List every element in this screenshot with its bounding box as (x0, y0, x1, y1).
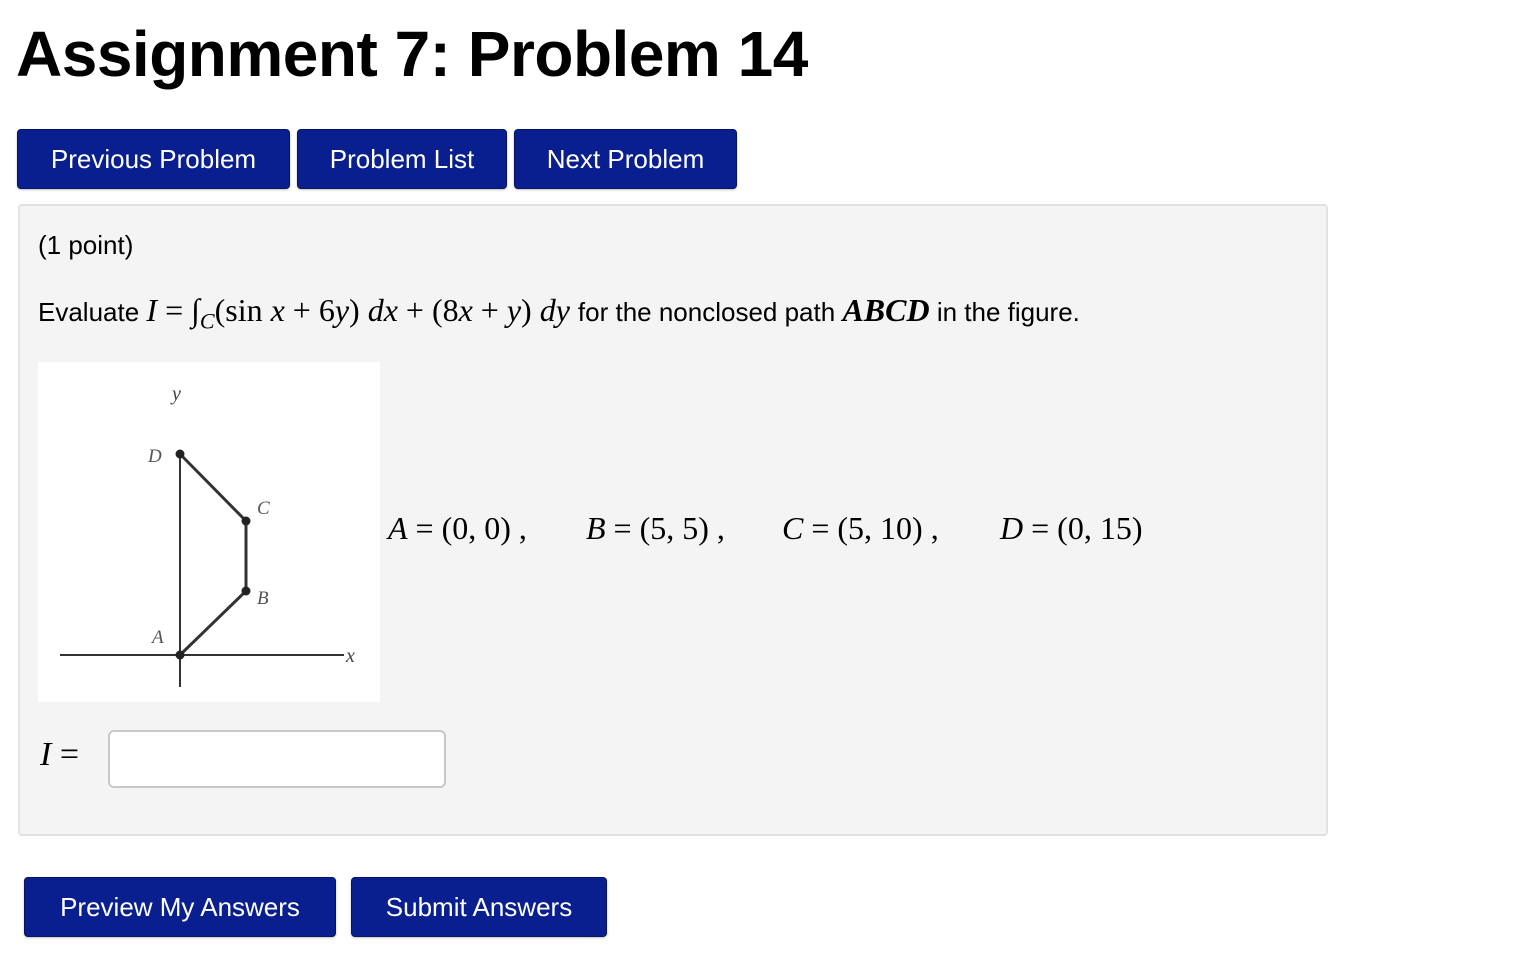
point-b-name: B (586, 510, 606, 546)
var-y2: y (506, 292, 522, 328)
next-problem-button[interactable] (514, 129, 737, 189)
label-y: y (172, 383, 181, 405)
integrand-part-1: (sin (214, 292, 263, 328)
preview-answers-button[interactable] (24, 877, 336, 937)
page-title: Assignment 7: Problem 14 (16, 18, 808, 90)
paren-close-2: ) (521, 292, 532, 328)
point-d-coords (1000, 510, 1142, 547)
var-x2: x (458, 292, 473, 328)
point-a-dot (176, 651, 185, 660)
point-b-dot (242, 587, 251, 596)
problem-list-button[interactable] (297, 129, 507, 189)
previous-problem-button[interactable] (17, 129, 290, 189)
answer-equals: = (59, 736, 80, 773)
end-text: in the figure. (936, 297, 1080, 327)
integrand-plus-3: + (480, 292, 499, 328)
point-a-coords (388, 510, 527, 547)
point-b-value: = (5, 5) , (613, 510, 725, 546)
submit-answers-button[interactable] (351, 877, 607, 937)
point-c-coords (782, 510, 939, 547)
for-path-text: for the nonclosed path (577, 297, 836, 327)
label-a: A (152, 627, 164, 648)
path-diagram (38, 362, 380, 702)
integral-subscript: C (199, 308, 215, 334)
point-c-value: = (5, 10) , (811, 510, 939, 546)
point-a-value: = (0, 0) , (415, 510, 527, 546)
var-y1: y (334, 292, 350, 328)
dy-term: dy (539, 292, 570, 328)
integral-var: I (146, 292, 158, 328)
answer-input[interactable] (108, 730, 446, 788)
path-figure (38, 362, 380, 702)
integral-sign: ∫ (191, 292, 200, 328)
submit-answers-label: Submit Answers (385, 891, 573, 922)
paren-close-1: ) (349, 292, 360, 328)
problem-statement (38, 292, 1080, 334)
point-c-dot (242, 517, 251, 526)
label-d: D (148, 446, 162, 467)
previous-problem-label: Previous Problem (50, 143, 257, 174)
point-a-name: A (388, 510, 408, 546)
dx-term: dx (367, 292, 398, 328)
preview-answers-label: Preview My Answers (60, 891, 300, 922)
integrand-plus-1: + 6 (292, 292, 335, 328)
point-c-name: C (782, 510, 804, 546)
evaluate-text: Evaluate (38, 297, 140, 327)
point-d-name: D (1000, 510, 1024, 546)
problem-panel (18, 204, 1328, 836)
label-b: B (257, 588, 269, 609)
path-abcd (180, 454, 246, 655)
integrand-plus-2: + (8 (405, 292, 459, 328)
point-d-value: = (0, 15) (1031, 510, 1143, 546)
next-problem-label: Next Problem (546, 143, 705, 174)
label-c: C (257, 498, 270, 519)
point-b-coords (586, 510, 725, 547)
integral-expression (146, 292, 577, 334)
answer-label (40, 736, 79, 774)
equals-sign: = (165, 292, 184, 328)
label-x: x (346, 645, 355, 667)
answer-var: I (40, 736, 52, 773)
point-d-dot (176, 450, 185, 459)
path-name: ABCD (842, 292, 930, 328)
problem-list-label: Problem List (329, 143, 475, 174)
problem-points: (1 point) (38, 230, 134, 260)
var-x1: x (270, 292, 285, 328)
